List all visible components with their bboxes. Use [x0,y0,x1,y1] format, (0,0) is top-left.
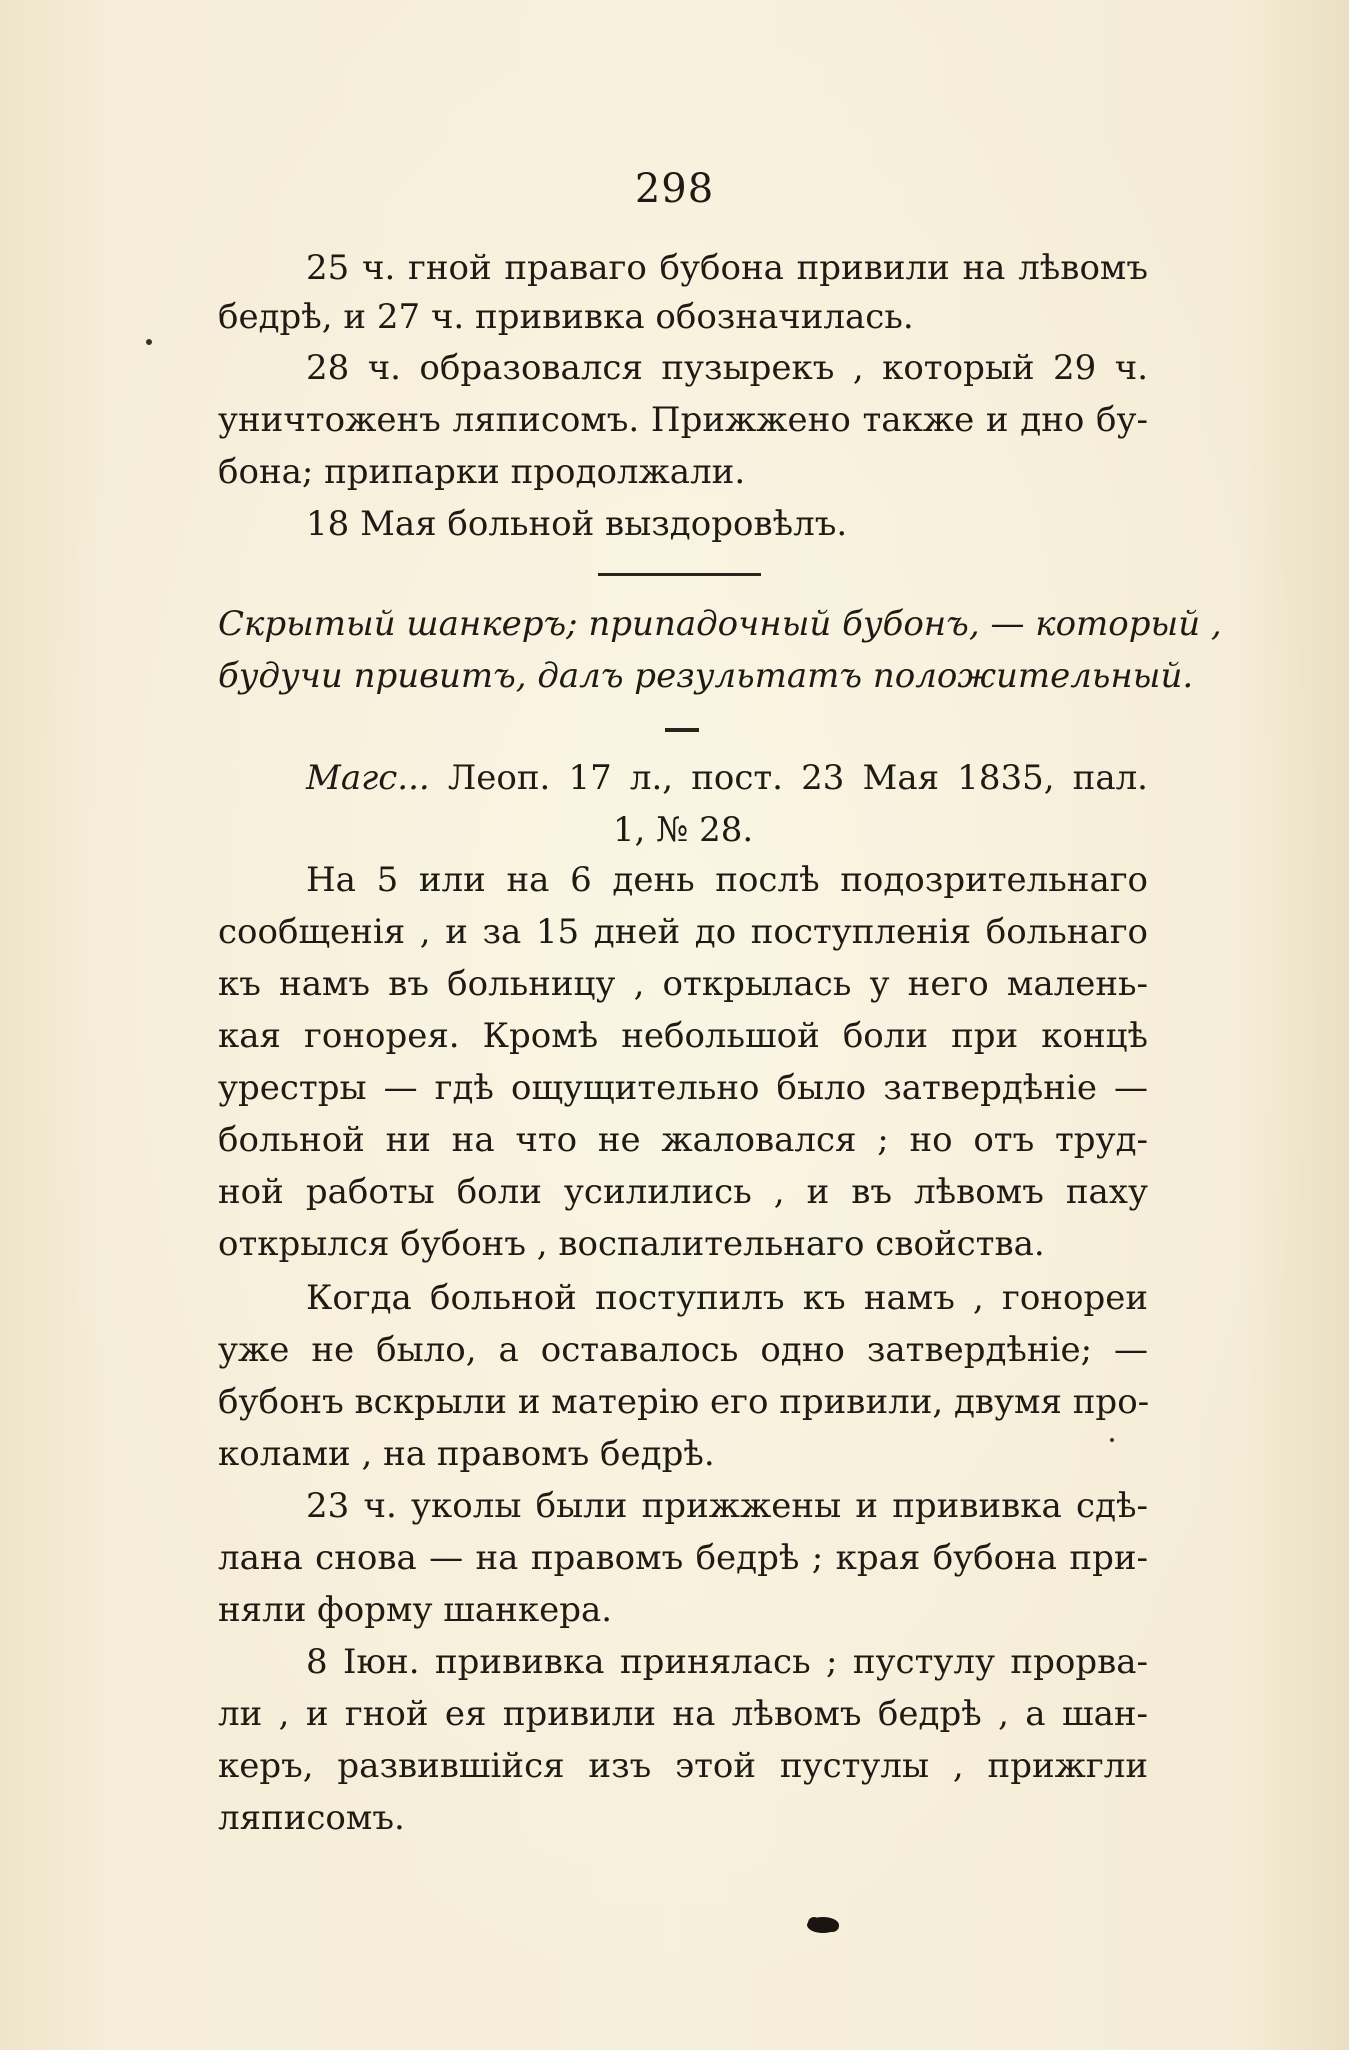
section-title-line: будучи привитъ, далъ результатъ положительный. [218,656,1194,696]
text-line: бона; припарки продолжали. [218,452,746,492]
case-header-rest: Леоп. 17 л., пост. 23 Мая 1835, пал. [447,758,1148,798]
patient-name: Магс... [306,758,430,798]
text-line: лана снова — на правомъ бедрѣ ; края бубона при- [218,1538,1148,1578]
text-line: урестры — гдѣ ощущительно было затвердѣніе — [218,1068,1148,1108]
text-line: 23 ч. уколы были прижжены и прививка сдѣ- [306,1486,1148,1526]
text-line: 28 ч. образовался пузырекъ , который 29 ч. [306,348,1148,388]
print-speck [1110,1438,1114,1442]
text-line: ной работы боли усилились , и въ лѣвомъ паху [218,1172,1148,1212]
short-divider [665,728,699,732]
print-speck [146,339,152,345]
case-header-line: 1, № 28. [612,810,754,850]
text-line: керъ, развившійся изъ этой пустулы , прижгли [218,1746,1148,1786]
section-title-line: Скрытый шанкеръ; припадочный бубонъ, — который , [218,604,1222,644]
text-line: колами , на правомъ бедрѣ. [218,1434,715,1474]
text-line: кая гонорея. Кромѣ небольшой боли при концѣ [218,1016,1148,1056]
text-line: Когда больной поступилъ къ намъ , гонореи [306,1278,1148,1318]
text-line: 25 ч. гной праваго бубона привили на лѣвомъ [306,248,1148,288]
text-line: бедрѣ, и 27 ч. прививка обозначилась. [218,297,914,337]
section-divider [598,573,761,576]
text-line: больной ни на что не жаловался ; но отъ труд- [218,1120,1148,1160]
text-line: ляписомъ. [218,1798,405,1838]
text-line: бубонъ вскрыли и матерію его привили, двумя про- [218,1382,1150,1422]
text-line: 18 Мая больной выздоровѣлъ. [306,504,848,544]
text-line: ли , и гной ея привили на лѣвомъ бедрѣ , а шан- [218,1694,1148,1734]
page-number: 298 [634,166,715,212]
text-line: На 5 или на 6 день послѣ подозрительнаго [306,860,1148,900]
ink-blot-icon [805,1914,841,1936]
text-line: уже не было, а оставалось одно затвердѣніе; — [218,1330,1148,1370]
text-line: 8 Іюн. прививка принялась ; пустулу прорва- [306,1642,1148,1682]
text-line: сообщенія , и за 15 дней до поступленія больнаго [218,912,1148,952]
text-line: къ намъ въ больницу , открылась у него малень- [218,964,1148,1004]
text-line: открылся бубонъ , воспалительнаго свойства. [218,1224,1045,1264]
text-line: уничтоженъ ляписомъ. Прижжено также и дно бу- [218,400,1148,440]
text-line: няли форму шанкера. [218,1590,613,1630]
case-header-line [218,758,1148,798]
